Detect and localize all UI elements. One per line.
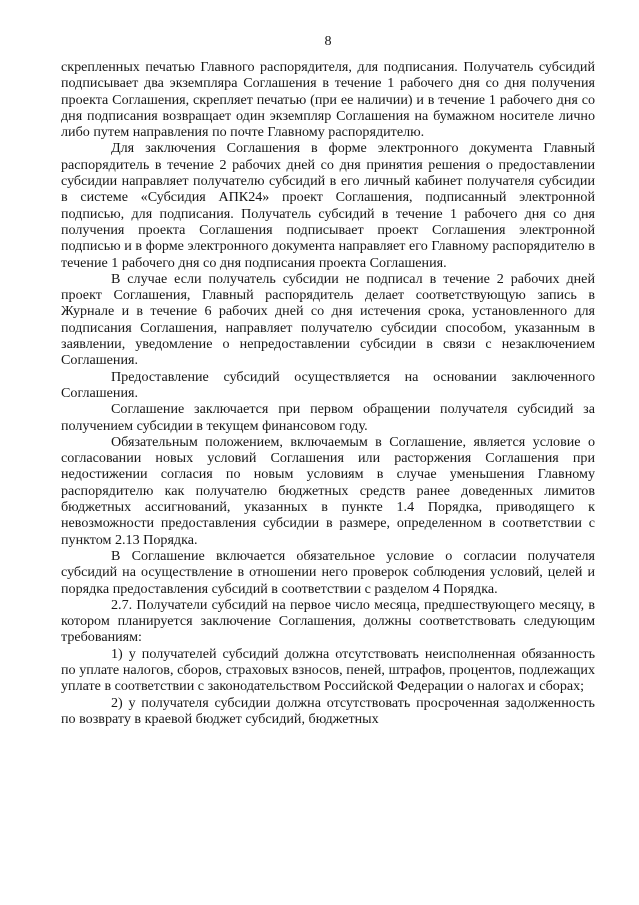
paragraph-basis: Предоставление субсидий осуществляется на основании заключенного Соглашения. bbox=[61, 368, 595, 401]
paragraph-not-signed: В случае если получатель субсидии не подписал в течение 2 рабочих дней проект Соглашения, Главный распорядитель делает соответствующую запись в Журнале и в течение 6 рабочих дней со дня истечения срока, установленного для подписания Соглашения, направляет получателю субсидии способом, указанным в заявлении, уведомление о непредоставлении субсидии в связи с незаключением Соглашения. bbox=[61, 270, 595, 369]
paragraph-mandatory-provision: Обязательным положением, включаемым в Соглашение, является условие о согласовании новых условий Соглашения или расторжения Соглашения при недостижении согласия по новым условиям в случае уменьшения Главному распорядителю как получателю бюджетных средств ранее доведенных лимитов бюджетных ассигнований, указанных в пункте 1.4 Порядка, приводящего к невозможности предоставления субсидии в размере, определенном в соответствии с пунктом 2.13 Порядка. bbox=[61, 433, 595, 548]
page-number: 8 bbox=[324, 33, 332, 49]
paragraph-requirement-1: 1) у получателей субсидий должна отсутствовать неисполненная обязанность по уплате налогов, сборов, страховых взносов, пеней, штрафов, процентов, подлежащих уплате в соответствии с законодательством Российской Федерации о налогах и сборах; bbox=[61, 645, 595, 695]
paragraph-electronic-agreement: Для заключения Соглашения в форме электронного документа Главный распорядитель в течение 2 рабочих дней со дня принятия решения о предоставлении субсидии направляет получателю субсидий в его личный кабинет получателя субсидии в системе «Субсидия АПК24» проект Соглашения, подписанный электронной подписью, для подписания. Получатель субсидий в течение 1 рабочего дня со дня получения проекта Соглашения подписывает проект Соглашения электронной подписью и в форме электронного документа направляет его Главному распорядителю в течение 1 рабочего дня со дня подписания проекта Соглашения. bbox=[61, 140, 595, 271]
paragraph-consent-inspections: В Соглашение включается обязательное условие о согласии получателя субсидий на осуществление в отношении него проверок соблюдения условий, целей и порядка предоставления субсидий в соответствии с разделом 4 Порядка. bbox=[61, 547, 595, 597]
paragraph-section-2-7: 2.7. Получатели субсидий на первое число месяца, предшествующего месяцу, в котором планируется заключение Соглашения, должны соответствовать следующим требованиям: bbox=[61, 596, 595, 646]
paragraph-continuation: скрепленных печатью Главного распорядителя, для подписания. Получатель субсидий подписывает два экземпляра Соглашения в течение 1 рабочего дня со дня получения проекта Соглашения, скрепляет печатью (при ее наличии) и в течение 1 рабочего дня со дня подписания возвращает один экземпляр Соглашения на бумажном носителе лично либо путем направления по почте Главному распорядителю. bbox=[61, 59, 595, 141]
paragraph-requirement-2: 2) у получателя субсидии должна отсутствовать просроченная задолженность по возврату в краевой бюджет субсидий, бюджетных bbox=[61, 694, 595, 727]
paragraph-first-request: Соглашение заключается при первом обращении получателя субсидий за получением субсидии в текущем финансовом году. bbox=[61, 401, 595, 434]
